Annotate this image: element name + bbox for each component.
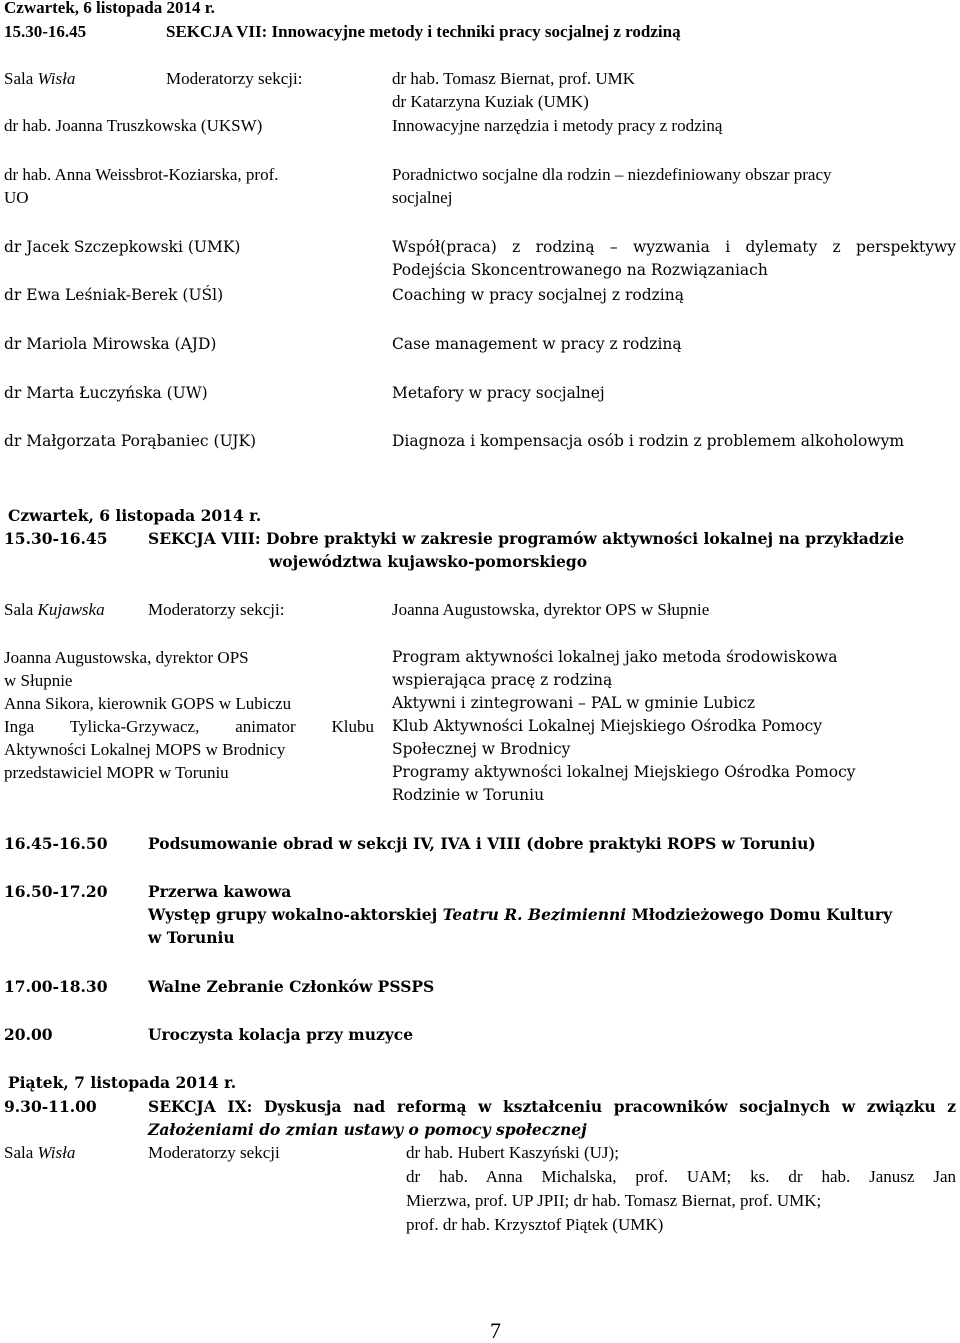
s7-speaker-4: dr Ewa Leśniak-Berek (UŚl) [4,286,224,304]
event-text: Uroczysta kolacja przy muzyce [148,1025,414,1044]
room-label: Sala [4,1143,34,1162]
s8-moderator: Joanna Augustowska, dyrektor OPS w Słupnie [392,600,710,619]
s8-speaker-line: Joanna Augustowska, dyrektor OPS [4,648,249,667]
event-text-line3: w Toruniu [148,928,235,947]
event-time: 17.00-18.30 [4,977,108,996]
s8-talk-title-line: Klub Aktywności Lokalnej Miejskiego Ośrodka Pomocy [392,717,823,735]
room-label: Sala [4,69,34,88]
page-number: 7 [490,1318,501,1343]
s8-speaker-line: w Słupnie [4,671,73,690]
s9-moderators-label: Moderatorzy sekcji [148,1143,280,1162]
s8-talk-title-line: Społecznej w Brodnicy [392,740,571,758]
s9-moderator-line: dr hab. Anna Michalska, prof. UAM; ks. dr hab. Janusz Jan [406,1167,956,1186]
event-text: Walne Zebranie Członków PSSPS [148,977,435,996]
event-text: Przerwa kawowa [148,882,292,901]
s7-speaker-5: dr Mariola Mirowska (AJD) [4,335,217,353]
s7-talk-title-5: Case management w pracy z rodziną [392,335,682,353]
s9-title: SEKCJA IX: Dyskusja nad reformą w kształceniu pracowników socjalnych w związku z [148,1097,956,1116]
event-text: Podsumowanie obrad w sekcji IV, IVA i VIII (dobre praktyki ROPS w Toruniu) [148,834,816,853]
room-name: Wisła [37,69,76,88]
room-label: Sala [4,600,34,619]
event-text-italic: Teatru R. Bezimienni [442,905,627,924]
s7-talk-title-6: Metafory w pracy socjalnej [392,384,605,402]
s7-speaker-1: dr hab. Joanna Truszkowska (UKSW) [4,116,263,135]
s7-talk-title-2-line2: socjalnej [392,188,453,207]
s7-talk-title-2: Poradnictwo socjalne dla rodzin – niezdefiniowany obszar pracy [392,165,832,184]
room-name: Kujawska [37,600,105,619]
s8-talk-title-line: Aktywni i zintegrowani – PAL w gminie Lubicz [392,694,756,712]
event-text-part: Występ grupy wokalno-aktorskiej [148,905,443,924]
s7-speaker-3: dr Jacek Szczepkowski (UMK) [4,238,241,256]
s8-room [4,598,105,621]
s7-moderators-label: Moderatorzy sekcji: [166,69,303,88]
event-time: 16.50-17.20 [4,882,108,901]
s8-talk-title-line: Programy aktywności lokalnej Miejskiego Ośrodka Pomocy [392,763,856,781]
s8-speaker-line: przedstawiciel MOPR w Toruniu [4,763,229,782]
s8-speaker-line: Anna Sikora, kierownik GOPS w Lubiczu [4,694,292,713]
s9-moderator-line: Mierzwa, prof. UP JPII; dr hab. Tomasz Biernat, prof. UMK; [406,1191,822,1210]
event-time: 16.45-16.50 [4,834,108,853]
event-text-line2 [148,903,892,926]
s7-title: SEKCJA VII: Innowacyjne metody i techniki pracy socjalnej z rodziną [166,22,681,41]
s7-talk-title-7: Diagnoza i kompensacja osób i rodzin z problemem alkoholowym [392,432,905,450]
s7-speaker-6: dr Marta Łuczyńska (UW) [4,384,208,402]
s9-moderator-line: prof. dr hab. Krzysztof Piątek (UMK) [406,1215,664,1234]
s7-talk-title-1: Innowacyjne narzędzia i metody pracy z rodziną [392,116,723,135]
s7-date: Czwartek, 6 listopada 2014 r. [4,0,215,17]
s7-room [4,67,75,90]
s8-talk-title-line: Rodzinie w Toruniu [392,786,545,804]
s8-date: Czwartek, 6 listopada 2014 r. [8,506,262,525]
s7-moderator-1: dr hab. Tomasz Biernat, prof. UMK [392,69,636,88]
room-name: Wisła [37,1143,76,1162]
s8-title: SEKCJA VIII: Dobre praktyki w zakresie programów aktywności lokalnej na przykładzie [148,529,905,548]
s9-time: 9.30-11.00 [4,1097,97,1116]
s7-talk-title-3: Współ(praca) z rodziną – wyzwania i dylematy z perspektywy [392,238,956,256]
s8-talk-title-line: Program aktywności lokalnej jako metoda środowiskowa [392,648,838,666]
s7-speaker-2-line2: UO [4,188,29,207]
s8-talk-title-line: wspierająca pracę z rodziną [392,671,613,689]
s9-room [4,1141,75,1164]
s8-time: 15.30-16.45 [4,529,108,548]
s7-talk-title-4: Coaching w pracy socjalnej z rodziną [392,286,684,304]
s8-speaker-line: Aktywności Lokalnej MOPS w Brodnicy [4,740,286,759]
event-text-part: Młodzieżowego Domu Kultury [626,905,893,924]
s7-speaker-7: dr Małgorzata Porąbaniec (UJK) [4,432,257,450]
s7-moderator-2: dr Katarzyna Kuziak (UMK) [392,92,589,111]
s8-title-line2: województwa kujawsko-pomorskiego [268,552,588,571]
s9-title-line2: Założeniami do zmian ustawy o pomocy społecznej [148,1120,587,1139]
s9-date: Piątek, 7 listopada 2014 r. [8,1073,237,1092]
s8-speaker-line: Inga Tylicka-Grzywacz, animator Klubu [4,717,374,736]
s7-speaker-2: dr hab. Anna Weissbrot-Koziarska, prof. [4,165,279,184]
s8-moderators-label: Moderatorzy sekcji: [148,600,285,619]
s9-moderator-line: dr hab. Hubert Kaszyński (UJ); [406,1143,619,1162]
event-time: 20.00 [4,1025,53,1044]
s7-talk-title-3-line2: Podejścia Skoncentrowanego na Rozwiązaniach [392,261,768,279]
s7-time: 15.30-16.45 [4,22,87,41]
